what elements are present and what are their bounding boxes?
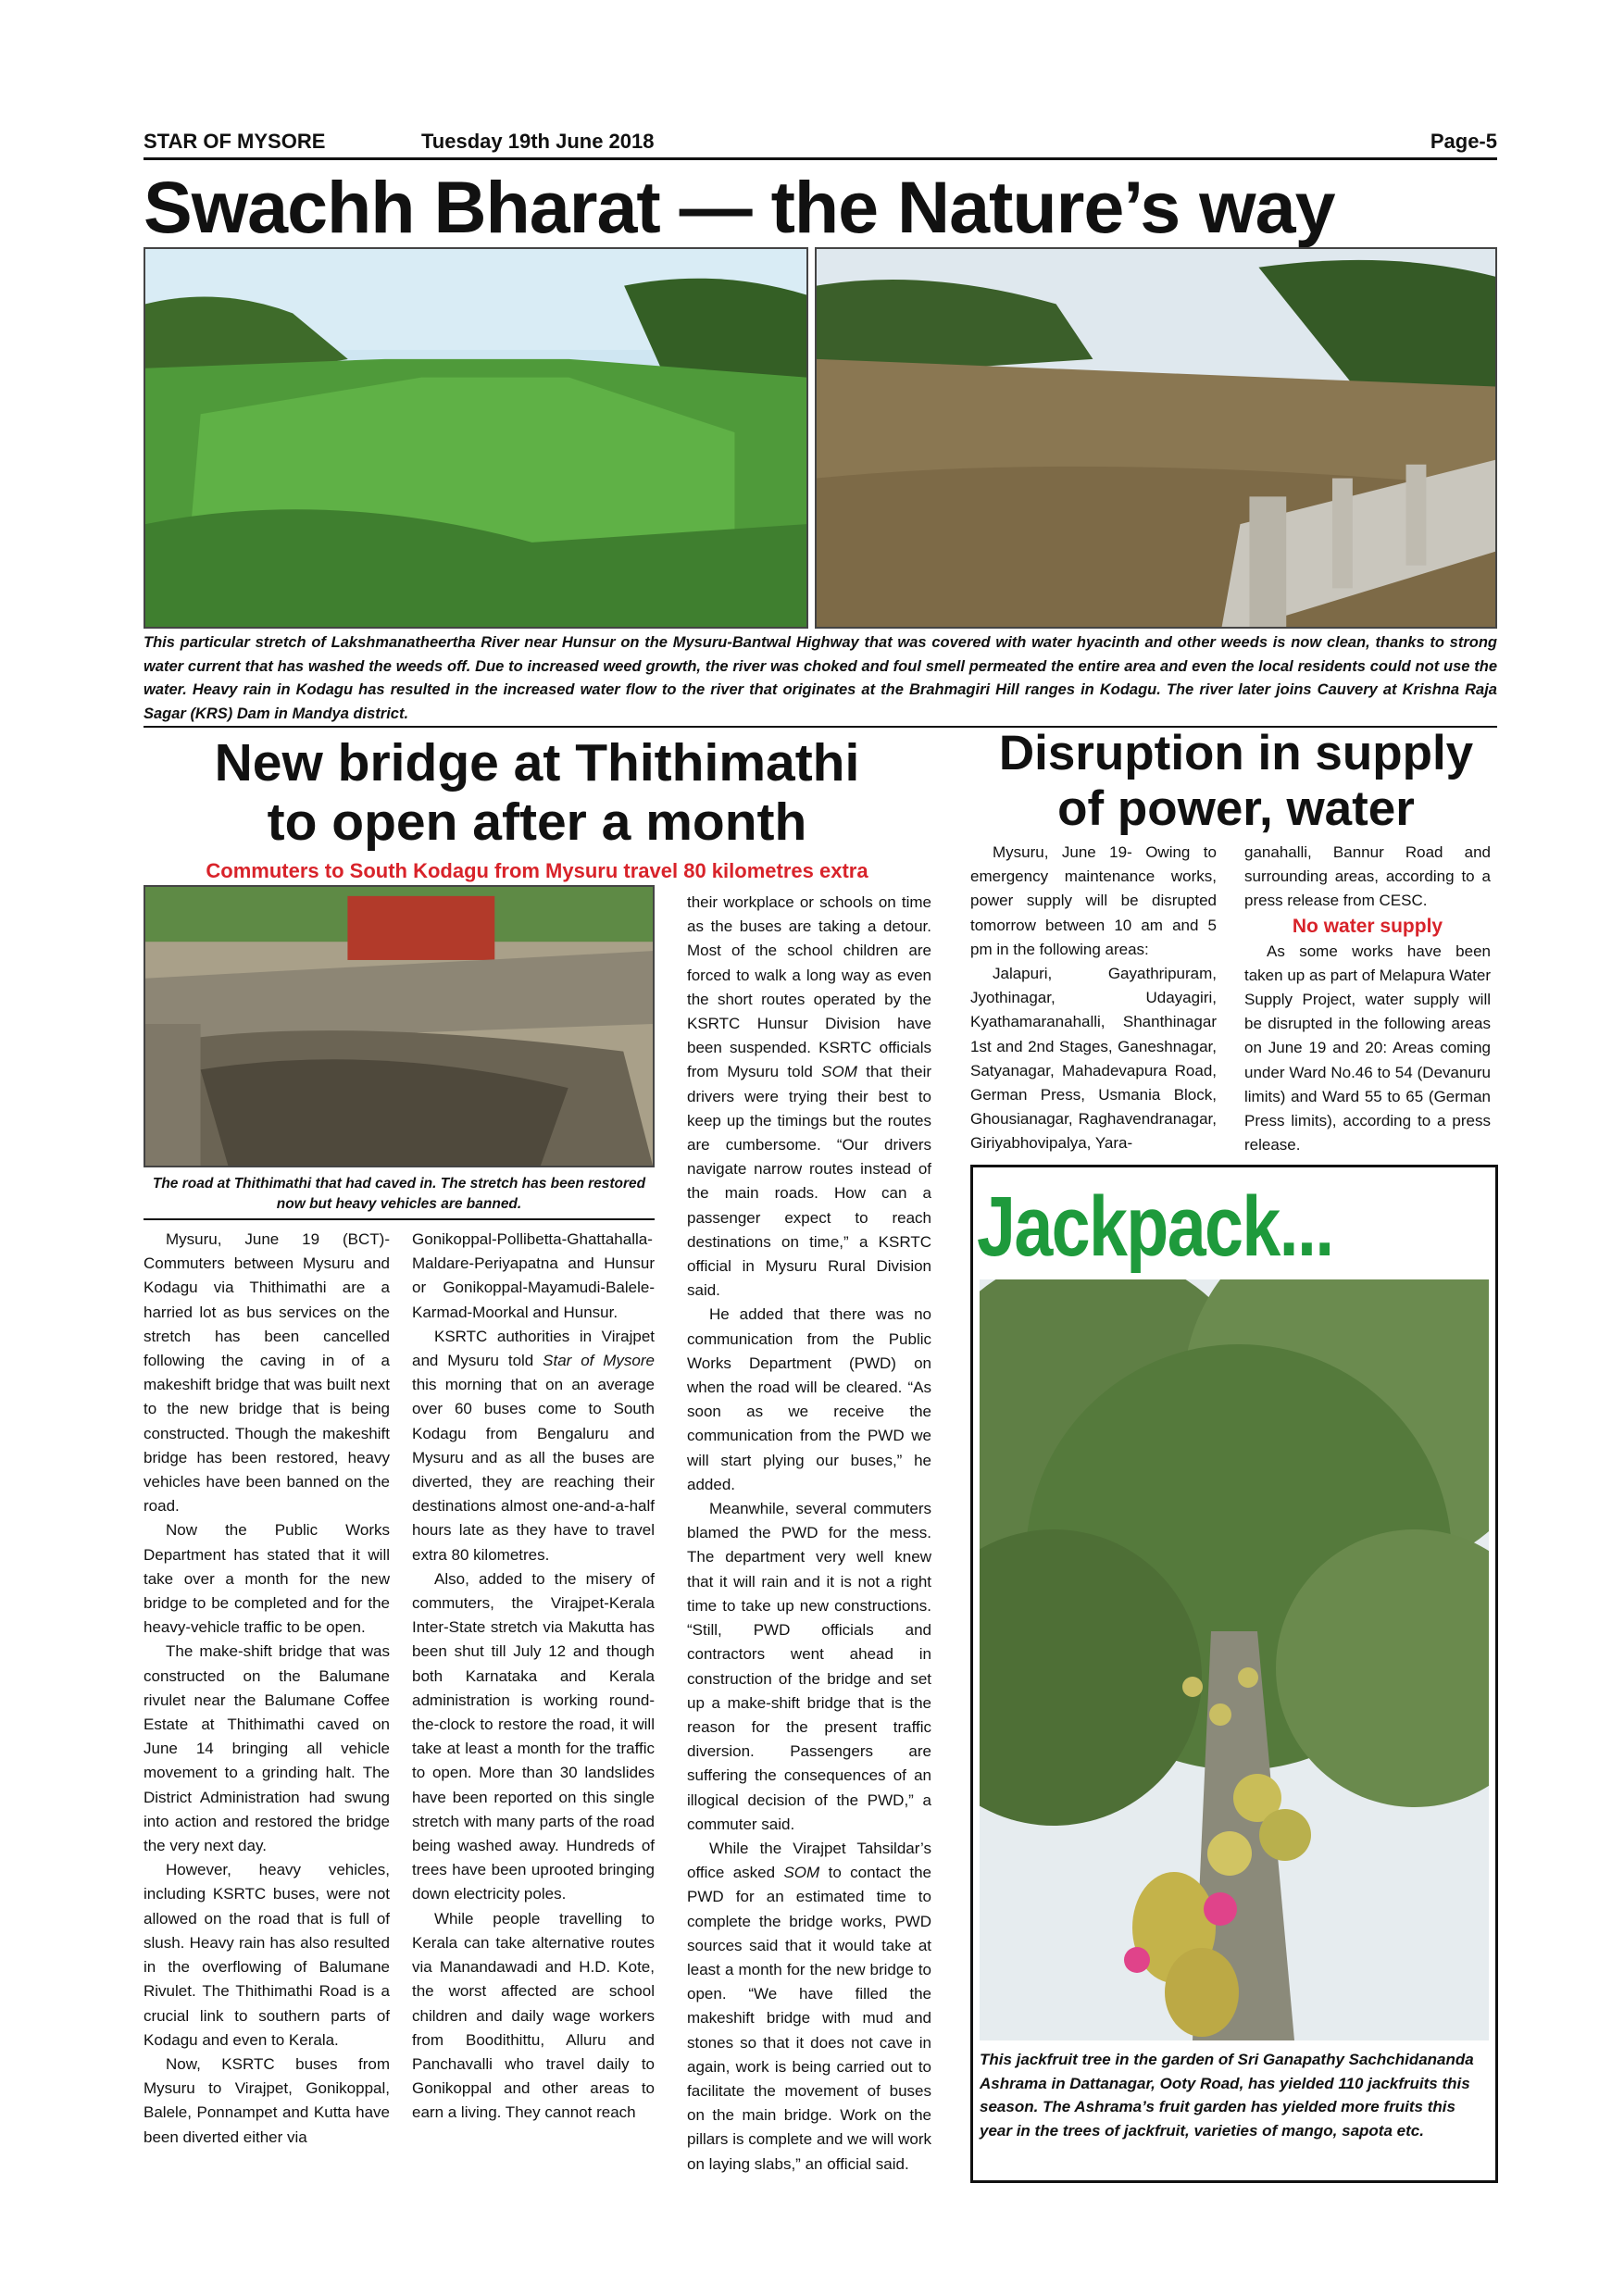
power-headline-line2: of power, water <box>1057 781 1415 836</box>
bridge-damage-photo <box>144 885 655 1167</box>
bridge-col1-para: Now, KSRTC buses from Mysuru to Virajpet, Gonikoppal, Balele, Ponnampet and Kutta have been diverted either via <box>144 2054 390 2146</box>
power-headline-line1: Disruption in supply <box>998 726 1474 780</box>
bridge-col3-para: He added that there was no communication from the Public Works Department (PWD) on when the road will be cleared. “As soon as we receive the communication from the PWD we will start plying our buses,” he added. <box>687 1305 931 1493</box>
main-headline: Swachh Bharat — the Nature’s way <box>144 166 1335 248</box>
power-headline <box>968 726 1505 837</box>
bridge-col1-para: Now the Public Works Department has stated that it will take over a month for the new bridge to be completed and for the heavy-vehicle traffic to be open. <box>144 1521 390 1637</box>
river-after-photo <box>815 247 1497 629</box>
bridge-subhead: Commuters to South Kodagu from Mysuru travel 80 kilometres extra <box>206 859 868 882</box>
bridge-col2-para: KSRTC authorities in Virajpet and Mysuru told Star of Mysore this morning that on an average over 60 buses come to South Kodagu from Bengaluru and Mysuru and as all the buses are diverted, they are reaching their destinations almost one-and-a-half hours late as they have to travel extra 80 kilometres. <box>412 1327 655 1564</box>
power-column-2 <box>1244 841 1491 1157</box>
bridge-column-2 <box>412 1228 655 2126</box>
bridge-col3-para: Meanwhile, several commuters blamed the PWD for the mess. The department very well knew that it will rain and it is not a right time to take up new constructions. “Still, PWD officials and contractors went ahead in construction of the bridge and set up a make-shift bridge that is the reason for the present traffic diversion. Passengers are suffering the consequences of an illogical decision of the PWD,” a commuter said. <box>687 1500 931 1833</box>
bridge-col2-para: Gonikoppal-Pollibetta-Ghattahalla-Maldare-Periyapatna and Hunsur or Gonikoppal-Mayamudi-Balele-Karmad-Moorkal and Hunsur. <box>412 1230 655 1321</box>
masthead <box>144 130 1497 157</box>
jackfruit-tree-photo <box>980 1279 1489 2040</box>
bridge-col2-para: Also, added to the misery of commuters, the Virajpet-Kerala Inter-State stretch via Makutta has been shut till July 12 and though both Karnataka and Kerala administration is working round-the-clock to restore the road, it will take at least a month for the traffic to open. More than 30 landslides have been reported on this single stretch with many parts of the road being washed away. Hundreds of trees have been uprooted bringing down electricity poles. <box>412 1569 655 1903</box>
masthead-rule <box>144 157 1497 160</box>
bridge-col1-para: Mysuru, June 19 (BCT)- Commuters between Mysuru and Kodagu via Thithimathi are a harried lot as bus services on the stretch has been cancelled following the caving in of a makeshift bridge that was built next to the new bridge that is being constructed. Though the makeshift bridge has been restored, heavy vehicles have been banned on the road. <box>144 1230 390 1516</box>
bridge-headline <box>139 733 935 852</box>
river-before-photo <box>144 247 808 629</box>
bridge-col3-para: their workplace or schools on time as the buses are taking a detour. Most of the school children are forced to walk a long way as even the short routes operated by the KSRTC Hunsur Division have been suspended. KSRTC officials from Mysuru told SOM that their drivers were trying their best to keep up the timings but the routes are cumbersome. “Our drivers navigate narrow routes instead of the main roads. How can a passenger expect to reach destinations on time,” a KSRTC official in Mysuru Rural Division said. <box>687 893 932 1300</box>
power-col1-para: Mysuru, June 19- Owing to emergency maintenance works, power supply will be disrupted tomorrow between 10 am and 5 pm in the following areas: <box>970 843 1217 958</box>
bridge-column-3 <box>687 891 931 2177</box>
power-column-1 <box>970 841 1217 1156</box>
bridge-headline-line2: to open after a month <box>267 792 807 852</box>
bridge-col1-para: The make-shift bridge that was constructed on the Balumane rivulet near the Balumane Coffee Estate at Thithimathi caved on June 14 bringing all vehicle movement to a grinding halt. The District Administration had swung into action and restored the bridge the very next day. <box>144 1642 390 1855</box>
bridge-col1-para: However, heavy vehicles, including KSRTC buses, were not allowed on the road that is full of slush. Heavy rain has also resulted in the overflowing of Balumane Rivulet. The Thithimathi Road is a crucial link to southern parts of Kodagu and even to Kerala. <box>144 1861 390 2049</box>
som-ref: SOM <box>783 1864 820 1882</box>
som-ref: SOM <box>821 1063 857 1081</box>
publication-name: STAR OF MYSORE <box>144 130 326 153</box>
bridge-col2-para: While people travelling to Kerala can take alternative routes via Manandawadi and H.D. Kote, the worst affected are school children and daily wage workers from Boodithittu, Alluru and Panchavalli who travel daily to Gonikoppal and other areas to earn a living. They cannot reach <box>412 1909 655 2122</box>
bridge-col3-para: While the Virajpet Tahsildar’s office asked SOM to contact the PWD for an estimated time to complete the bridge works, PWD sources said that it would take at least a month for the new bridge to open. “We have filled the makeshift bridge with mud and stones so that it does not cave in again, work is being carried out to facilitate the movement of buses on the main bridge. Work on the pillars is complete and we will work on laying slabs,” an official said. <box>687 1839 931 2173</box>
page-number: Page-5 <box>1430 130 1497 153</box>
bridge-photo-caption: The road at Thithimathi that had caved in. The stretch has been restored now but heavy vehicles are banned. <box>152 1176 646 1212</box>
issue-date: Tuesday 19th June 2018 <box>421 130 655 153</box>
jackpack-title: Jackpack... <box>977 1179 1333 1274</box>
no-water-subhead: No water supply <box>1292 915 1443 937</box>
bridge-headline-line1: New bridge at Thithimathi <box>214 733 860 792</box>
bridge-column-1 <box>144 1228 390 2150</box>
power-col2-para: As some works have been taken up as part of Melapura Water Supply Project, water supply will be disrupted in the following areas on June 19 and 20: Areas coming under Ward No.46 to 54 (Devanuru limits) and Ward 55 to 65 (German Press limits), according to a press release. <box>1244 942 1491 1154</box>
jackpack-caption: This jackfruit tree in the garden of Sri Ganapathy Sachchidananda Ashrama in Dattanagar, Ooty Road, has yielded 110 jackfruits this season. The Ashrama’s fruit garden has yielded more fruits this year in the trees of jackfruit, varieties of mango, sapota etc. <box>980 2051 1474 2140</box>
power-col2-para: ganahalli, Bannur Road and surrounding areas, according to a press release from CESC. <box>1244 843 1491 910</box>
power-col1-para: Jalapuri, Gayathripuram, Jyothinagar, Udayagiri, Kyathamaranahalli, Shanthinagar 1st and 2nd Stages, Ganeshnagar, Satyanagar, Mahadevapura Road, German Press, Usmania Block, Ghousianagar, Raghavendranagar, Giriyabhovipalya, Yara- <box>970 965 1217 1153</box>
star-of-mysore-ref: Star of Mysore <box>543 1352 655 1370</box>
top-photo-caption: This particular stretch of Lakshmanatheertha River near Hunsur on the Mysuru-Bantwal Highway that was covered with water hyacinth and other weeds is now clean, thanks to strong water current that has washed the weeds off. Due to increased weed growth, the river was choked and foul smell permeated the entire area and even the local residents could not use the water. Heavy rain in Kodagu has resulted in the increased water flow to the river that originates at the Brahmagiri Hill ranges in Kodagu. The river later joins Cauvery at Krishna Raja Sagar (KRS) Dam in Mandya district. <box>144 634 1497 722</box>
caption-rule <box>144 1218 655 1220</box>
